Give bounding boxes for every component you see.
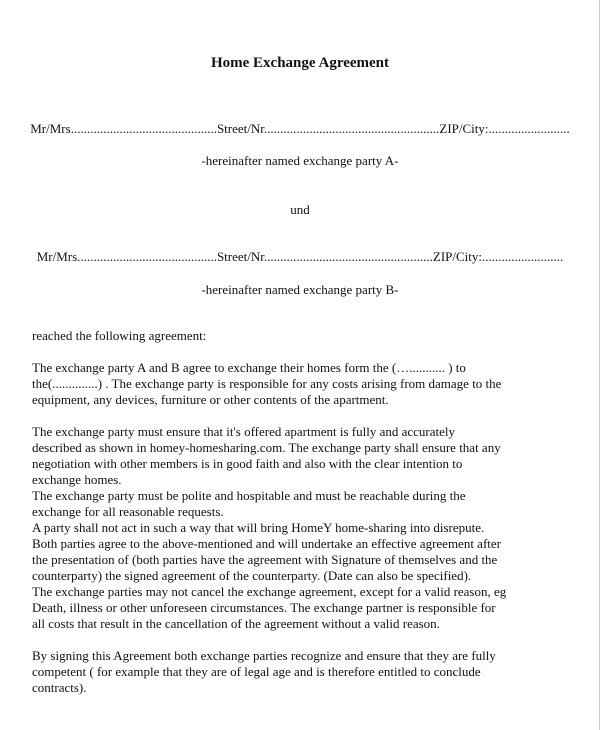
intro-text xyxy=(32,328,572,344)
paragraph-line: competent ( for example that they are of legal age and is therefore entitled to conclude xyxy=(32,664,481,679)
paragraph-line: The exchange parties may not cancel the exchange agreement, except for a valid reason, eg xyxy=(32,584,507,599)
party-a-label: -hereinafter named exchange party A- xyxy=(201,153,399,168)
paragraph-line: Both parties agree to the above-mentioned and will undertake an effective agreement after xyxy=(32,536,501,551)
paragraph-line: equipment, any devices, furniture or other contents of the apartment. xyxy=(32,392,389,407)
party-a-line: Mr/Mrs.............................................Street/Nr......................................................ZIP/City:......................... xyxy=(30,121,570,136)
paragraph-line: counterparty) the signed agreement of the counterparty. (Date can also be specified). xyxy=(32,568,472,583)
document-title: Home Exchange Agreement xyxy=(210,55,390,71)
paragraph-line: exchange homes. xyxy=(32,472,122,487)
paragraph-line: the presentation of (both parties have the agreement with Signature of themselves and the xyxy=(32,552,498,567)
paragraph-3 xyxy=(32,648,572,696)
paragraph-line: The exchange party A and B agree to exchange their homes form the (…........... ) to xyxy=(32,360,466,375)
paragraph-line: negotiation with other members is in good faith and also with the clear intention to xyxy=(32,456,463,471)
paragraph-line: described as shown in homey-homesharing.com. The exchange party shall ensure that any xyxy=(32,440,501,455)
party-b-label: -hereinafter named exchange party B- xyxy=(201,282,399,297)
paragraph-1 xyxy=(32,360,572,408)
paragraph-line: exchange for all reasonable requests. xyxy=(32,504,224,519)
party-b-line: Mr/Mrs...........................................Street/Nr....................................................ZIP/City:......................... xyxy=(36,249,564,264)
intro-line: reached the following agreement: xyxy=(32,328,207,343)
paragraph-line: all costs that result in the cancellation of the agreement without a valid reason. xyxy=(32,616,440,631)
paragraph-2 xyxy=(32,424,572,632)
paragraph-line: the(..............) . The exchange party is responsible for any costs arising from damage to the xyxy=(32,376,502,391)
paragraph-line: A party shall not act in such a way that will bring HomeY home-sharing into disrepute. xyxy=(32,520,485,535)
paragraph-line: Death, illness or other unforeseen circumstances. The exchange partner is responsible for xyxy=(32,600,496,615)
und-text: und xyxy=(290,202,310,217)
paragraph-line: The exchange party must ensure that it's offered apartment is fully and accurately xyxy=(32,424,455,439)
paragraph-line: By signing this Agreement both exchange parties recognize and ensure that they are fully xyxy=(32,648,496,663)
paragraph-line: contracts). xyxy=(32,680,87,695)
paragraph-line: The exchange party must be polite and hospitable and must be reachable during the xyxy=(32,488,466,503)
